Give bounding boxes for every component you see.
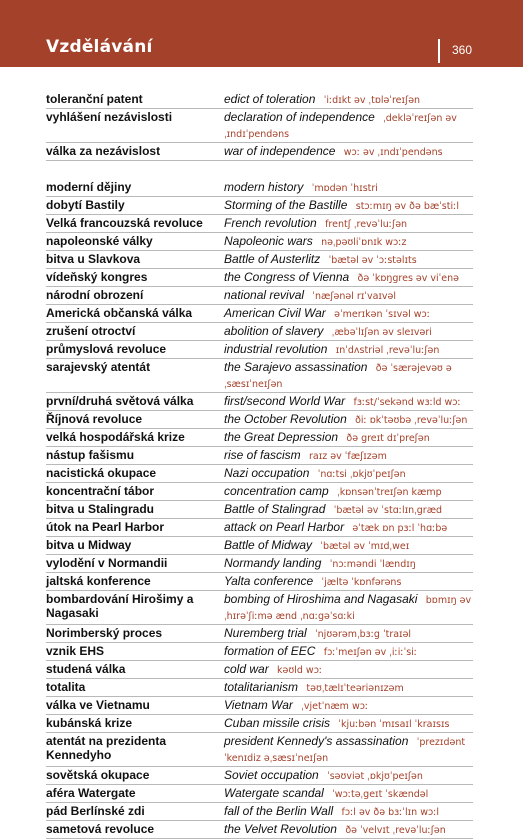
czech-term: průmyslová revoluce [46,342,167,356]
english-translation [224,716,473,732]
english-term: the October Revolution [224,412,347,426]
english-translation [224,198,473,214]
czech-term: zrušení otroctví [46,324,136,338]
pronunciation: frentʃ ˌrevəˈluːʃən [325,219,408,230]
pronunciation: ðiː ɒkˈtəʊbə ˌrevəˈluːʃən [355,415,468,426]
english-term: national revival [224,288,305,302]
english-translation [224,574,473,590]
czech-term: nacistická okupace [46,466,157,480]
czech-term: jaltská konference [46,574,151,588]
czech-term: první/druhá světová válka [46,394,194,408]
pronunciation: ˈsəʊviət ˌɒkjʊˈpeɪʃən [327,771,423,782]
czech-term: sovětská okupace [46,768,150,782]
list-item [46,555,473,573]
english-translation [224,466,473,482]
list-item [46,109,473,143]
english-term: the Congress of Vienna [224,270,350,284]
pronunciation: ˈbætəl əv ˈmɪdˌweɪ [320,541,410,552]
czech-term: bitva u Slavkova [46,252,141,266]
czech-term: atentát na prezidenta Kennedyho [46,734,167,762]
english-term: Soviet occupation [224,768,319,782]
czech-term: sarajevský atentát [46,360,151,374]
english-term: fall of the Berlin Wall [224,804,334,818]
english-translation [224,412,473,428]
list-item [46,251,473,269]
pronunciation: wɔː əv ˌɪndɪˈpendəns [343,147,443,158]
english-translation [224,822,473,838]
czech-term: válka za nezávislost [46,144,161,158]
english-term: the Great Depression [224,430,339,444]
english-term: American Civil War [224,306,326,320]
czech-term: Říjnová revoluce [46,412,143,426]
pronunciation: ˈjæltə ˈkɒnfərəns [321,577,402,588]
list-item [46,393,473,411]
czech-term: vyhlášení nezávislosti [46,110,173,124]
english-translation [224,144,473,160]
english-translation [224,520,473,536]
pronunciation: əˈmerɪkən ˈsɪvəl wɔː [334,309,430,320]
pronunciation: fɔːl əv ðə bɜːˈlɪn wɔːl [341,807,440,818]
english-translation [224,698,473,714]
english-translation [224,734,473,766]
english-translation [224,768,473,784]
english-term: Storming of the Bastille [224,198,348,212]
english-translation [224,306,473,322]
list-item [46,519,473,537]
page-number: 360 [452,43,473,57]
pronunciation: ðə ˈsærəjevəʊ əˌsæsɪˈneɪʃən [224,363,452,390]
czech-term: válka ve Vietnamu [46,698,150,712]
list-item [46,715,473,733]
czech-term: aféra Watergate [46,786,136,800]
list-item [46,179,473,197]
english-term: modern history [224,180,304,194]
english-term: attack on Pearl Harbor [224,520,345,534]
english-term: president Kennedy's assassination [224,734,409,748]
czech-term: velká hospodářská krize [46,430,185,444]
english-translation [224,538,473,554]
czech-term: bombardování Hirošimy a Nagasaki [46,592,194,620]
pronunciation: ɪnˈdʌstriəl ˌrevəˈluːʃən [335,345,440,356]
english-translation [224,394,473,410]
english-term: edict of toleration [224,92,316,106]
english-term: bombing of Hiroshima and Nagasaki [224,592,418,606]
english-term: Battle of Stalingrad [224,502,326,516]
czech-term: Americká občanská válka [46,306,193,320]
pronunciation: ˈnɑːtsi ˌɒkjʊˈpeɪʃən [317,469,406,480]
list-item [46,305,473,323]
english-term: formation of EEC [224,644,316,658]
english-term: industrial revolution [224,342,328,356]
czech-term: nástup fašismu [46,448,135,462]
list-item [46,91,473,109]
pronunciation: ˈmɒdən ˈhɪstri [311,183,378,194]
english-translation [224,324,473,340]
english-term: totalitarianism [224,680,299,694]
english-translation [224,270,473,286]
vocabulary-list [46,91,473,839]
czech-term: Norimberský proces [46,626,163,640]
english-translation [224,556,473,572]
pronunciation: ˌæbəˈlɪʃən əv sleɪvəri [331,327,432,338]
pronunciation: ðə ˈvelvɪt ˌrevəˈluːʃən [345,825,446,836]
list-item [46,821,473,839]
czech-term: Velká francouzská revoluce [46,216,203,230]
list-item [46,411,473,429]
czech-term: studená válka [46,662,126,676]
czech-term: bitva u Midway [46,538,132,552]
pronunciation: stɔːmɪŋ əv ðə bæˈstiːl [355,201,459,212]
list-item [46,785,473,803]
list-item [46,573,473,591]
czech-term: moderní dějiny [46,180,132,194]
pronunciation: təʊˌtælɪˈteəriənɪzəm [306,683,404,694]
pronunciation: fɜːst/ˈsekənd wɜːld wɔː [353,397,461,408]
czech-term: dobytí Bastily [46,198,125,212]
english-term: rise of fascism [224,448,301,462]
english-translation [224,216,473,232]
list-item [46,591,473,625]
english-translation [224,430,473,446]
czech-term: bitva u Stalingradu [46,502,155,516]
list-item [46,197,473,215]
english-translation [224,804,473,820]
czech-term: kubánská krize [46,716,133,730]
list-item [46,287,473,305]
english-term: Normandy landing [224,556,322,570]
list-item [46,269,473,287]
pronunciation: ˌdekləˈreɪʃən əv ˌɪndɪˈpendəns [224,113,457,140]
pronunciation: ˈprezɪdənt ˈkenɪdiz əˌsæsɪˈneɪʃən [224,737,466,764]
section-title: Vzdělávání [46,37,153,57]
english-term: war of independence [224,144,336,158]
pronunciation: ˈwɔːtəˌgeɪt ˈskændəl [332,789,429,800]
pronunciation: kəʊld wɔː [277,665,323,676]
pronunciation: ðə ˈkɒŋgres əv viˈenə [357,273,459,284]
list-item [46,733,473,767]
list-item [46,341,473,359]
list-item [46,447,473,465]
english-term: Battle of Austerlitz [224,252,321,266]
czech-term: národní obrození [46,288,144,302]
czech-term: toleranční patent [46,92,143,106]
english-translation [224,360,473,392]
czech-term: pád Berlínské zdi [46,804,145,818]
czech-term: vídeňský kongres [46,270,148,284]
pronunciation: ˈkjuːbən ˈmɪsaɪl ˈkraɪsɪs [338,719,450,730]
page-header [0,0,523,67]
english-term: Nazi occupation [224,466,310,480]
pronunciation: əˈtæk ɒn pɜːl ˈhɑːbə [352,523,448,534]
list-item [46,215,473,233]
english-term: cold war [224,662,269,676]
pronunciation: ˌkɒnsənˈtreɪʃən kæmp [337,487,442,498]
list-item [46,803,473,821]
list-item [46,359,473,393]
list-item [46,697,473,715]
czech-term: vznik EHS [46,644,105,658]
english-translation [224,786,473,802]
list-item [46,323,473,341]
english-term: Nuremberg trial [224,626,307,640]
list-item [46,767,473,785]
english-translation [224,502,473,518]
list-item [46,143,473,161]
english-translation [224,448,473,464]
english-term: declaration of independence [224,110,375,124]
english-translation [224,626,473,642]
english-translation [224,644,473,660]
list-item [46,625,473,643]
english-term: Battle of Midway [224,538,313,552]
pronunciation: bɒmɪŋ əv ˌhɪrəˈʃiːmə ænd ˌnɑːgəˈsɑːki [224,595,472,622]
english-translation [224,484,473,500]
list-item [46,643,473,661]
english-term: the Velvet Revolution [224,822,337,836]
english-translation [224,234,473,250]
pronunciation: ˈiːdɪkt əv ˌtɒləˈreɪʃən [323,95,421,106]
pronunciation: ˈnɔːməndi ˈlændɪŋ [329,559,416,570]
english-translation [224,662,473,678]
english-term: Watergate scandal [224,786,324,800]
pronunciation: fɔːˈmeɪʃən əv ˌiːiːˈsiː [323,647,417,658]
pronunciation: ðə greɪt dɪˈpreʃən [346,433,430,444]
czech-term: napoleonské války [46,234,153,248]
english-translation [224,180,473,196]
english-translation [224,680,473,696]
czech-term: totalita [46,680,86,694]
list-item [46,465,473,483]
czech-term: koncentrační tábor [46,484,155,498]
list-item [46,679,473,697]
pronunciation: raɪz əv ˈfæʃɪzəm [309,451,387,462]
list-item [46,501,473,519]
pronunciation: ˌvjetˈnæm wɔː [301,701,369,712]
czech-term: vylodění v Normandii [46,556,168,570]
english-term: Cuban missile crisis [224,716,331,730]
english-translation [224,288,473,304]
english-term: Napoleonic wars [224,234,313,248]
english-translation [224,252,473,268]
english-term: Yalta conference [224,574,314,588]
english-term: abolition of slavery [224,324,324,338]
english-translation [224,110,473,142]
list-item [46,661,473,679]
pronunciation: ˈnjʊərəmˌbɜːg ˈtraɪəl [315,629,412,640]
english-term: Vietnam War [224,698,293,712]
list-item [46,429,473,447]
english-translation [224,92,473,108]
pronunciation: ˈbætəl əv ˈɔːstəlɪts [328,255,417,266]
header-divider [438,39,440,63]
english-term: concentration camp [224,484,329,498]
english-translation [224,342,473,358]
list-item [46,233,473,251]
list-item [46,537,473,555]
pronunciation: ˈnæʃənəl rɪˈvaɪvəl [312,291,397,302]
czech-term: sametová revoluce [46,822,155,836]
english-translation [224,592,473,624]
list-item [46,483,473,501]
pronunciation: nəˌpəʊliˈɒnɪk wɔːz [321,237,407,248]
english-term: first/second World War [224,394,346,408]
english-term: French revolution [224,216,317,230]
czech-term: útok na Pearl Harbor [46,520,165,534]
english-term: the Sarajevo assassination [224,360,368,374]
pronunciation: ˈbætəl əv ˈstɑːlɪnˌgræd [333,505,443,516]
